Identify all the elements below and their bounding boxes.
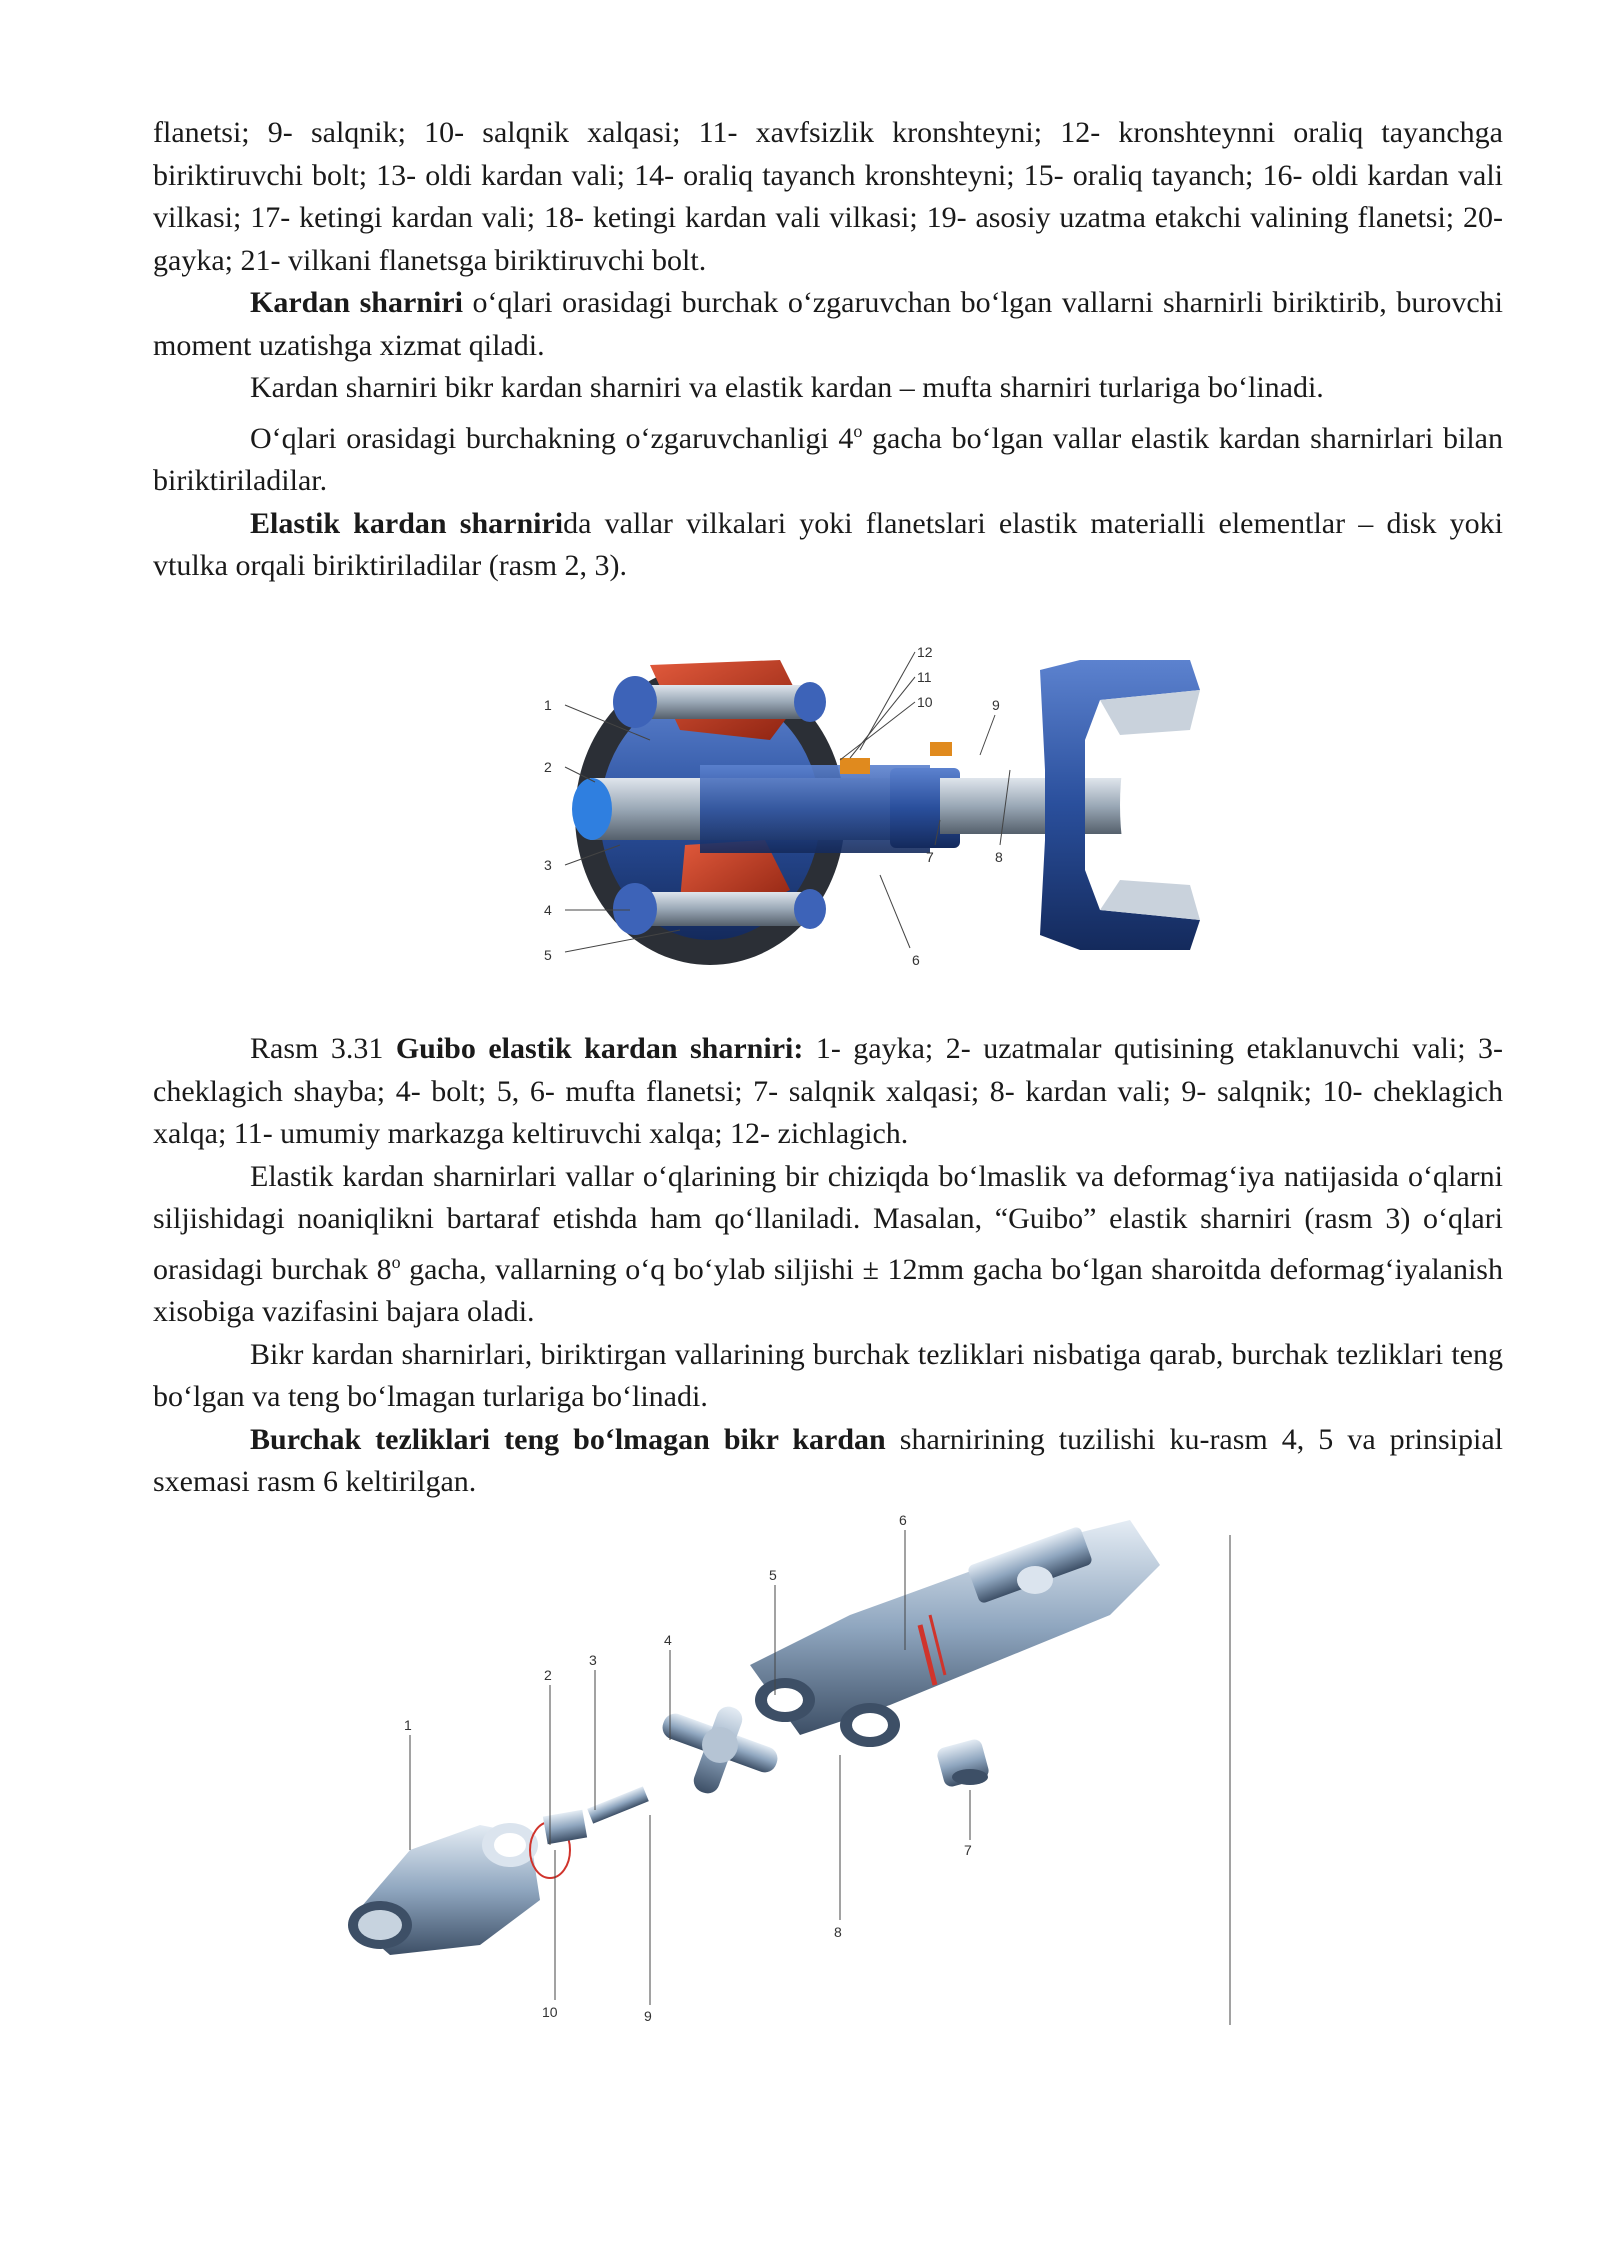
caption-number: Rasm 3.31 bbox=[250, 1032, 396, 1065]
label-2: 2 bbox=[544, 1667, 552, 1683]
paragraph-guibo bbox=[153, 1156, 1503, 1334]
degree-sup: o bbox=[391, 1251, 401, 1272]
label-1: 1 bbox=[404, 1717, 412, 1733]
label-6: 6 bbox=[912, 952, 920, 968]
paragraph-legend-continuation: flanetsi; 9- salqnik; 10- salqnik xalqasi; 11- xavfsizlik kronshteyni; 12- kronshteynni oraliq tayanchga biriktiruvchi bolt; 13- oldi kardan vali; 14- oraliq tayanch kronshteyni; 15- oraliq tayanch; 16- oldi kardan vali vilkasi; 17- ketingi kardan vali; 18- ketingi kardan vali vilkasi; 19- asosiy uzatma etakchi valining flanetsi; 20- gayka; 21- vilkani flanetsga biriktiruvchi bolt. bbox=[153, 116, 1503, 277]
figure-guibo-joint bbox=[540, 630, 1220, 975]
label-10: 10 bbox=[542, 2004, 558, 2020]
paragraph-text: o‘qlari orasidagi burchak o‘zgaruvchan bo‘lgan vallarni sharnirli biriktirib, burovchi moment uzatishga xizmat qiladi. bbox=[153, 286, 1503, 362]
top-text-block bbox=[153, 112, 1503, 588]
paragraph-bikr: Bikr kardan sharnirlari, biriktirgan vallarining burchak tezliklari nisbatiga qarab, burchak tezliklari teng bo‘lgan va teng bo‘lmagan turlariga bo‘linadi. bbox=[153, 1337, 1503, 1413]
paragraph-burchak bbox=[153, 410, 1503, 503]
term-kardan-sharniri: Kardan sharniri bbox=[250, 286, 463, 319]
paragraph-text: O‘qlari orasidagi burchakning o‘zgaruvchanligi 4 bbox=[250, 421, 854, 455]
label-5: 5 bbox=[544, 947, 552, 963]
label-8: 8 bbox=[834, 1924, 842, 1940]
label-6: 6 bbox=[899, 1512, 907, 1528]
paragraph-elastik bbox=[153, 503, 1503, 588]
middle-text-block bbox=[153, 1028, 1503, 1504]
figure2-labels bbox=[404, 1512, 972, 2024]
term-elastik-kardan: Elastik kardan sharniri bbox=[250, 506, 564, 540]
figure-caption bbox=[153, 1028, 1503, 1156]
label-4: 4 bbox=[544, 902, 552, 918]
term-burchak-tezliklari: Burchak tezliklari teng bo‘lmagan bikr kardan bbox=[250, 1422, 886, 1456]
label-5: 5 bbox=[769, 1567, 777, 1583]
paragraph-turlari: Kardan sharniri bikr kardan sharniri va elastik kardan – mufta sharniri turlariga bo‘linadi. bbox=[250, 371, 1324, 404]
label-12: 12 bbox=[917, 644, 933, 660]
caption-title: Guibo elastik kardan sharniri: bbox=[395, 1032, 804, 1065]
caption-legend: 1- gayka; 2- uzatmalar qutisining etaklanuvchi vali; 3- cheklagich shayba; 4- bolt; 5, 6- mufta flanetsi; 7- salqnik xalqasi; 8- kardan vali; 9- salqnik; 10- cheklagich xalqa; 11- umumiy markazga keltiruvchi xalqa; 12- zichlagich. bbox=[153, 1032, 1504, 1150]
label-11: 11 bbox=[917, 669, 932, 685]
universal-joint-drawing bbox=[348, 1520, 1160, 1955]
paragraph-text: gacha, vallarning o‘q bo‘ylab siljishi ± 12mm gacha bo‘lgan sharoitda deformag‘iyalanish xisobiga vazifasini bajara oladi. bbox=[153, 1252, 1503, 1328]
paragraph-text: sharnirining tuzilishi ku-rasm 4, 5 va prinsipial sxemasi rasm 6 keltirilgan. bbox=[153, 1422, 1503, 1498]
label-9: 9 bbox=[992, 697, 1000, 713]
figure-universal-joint bbox=[330, 1505, 1330, 2025]
label-4: 4 bbox=[664, 1632, 672, 1648]
paragraph-burchak-tezliklari bbox=[153, 1419, 1503, 1504]
paragraph-text: da vallar vilkalari yoki flanetslari elastik materialli elementlar – disk yoki vtulka orqali biriktiriladilar (rasm 2, 3). bbox=[153, 506, 1503, 582]
label-7: 7 bbox=[926, 849, 934, 865]
paragraph-kardan-sharniri bbox=[153, 282, 1503, 367]
guibo-joint-drawing bbox=[572, 660, 1200, 965]
paragraph-text: Elastik kardan sharnirlari vallar o‘qlarining bir chiziqda bo‘lmaslik va deformag‘iya natijasida o‘qlarni siljishidagi noaniqlikni bartaraf etishda ham qo‘llaniladi. Masalan, “Guibo” elastik sharniri (rasm 3) o‘qlari orasidagi burchak 8 bbox=[153, 1159, 1503, 1286]
label-3: 3 bbox=[589, 1652, 597, 1668]
degree-sup: o bbox=[853, 420, 863, 441]
label-7: 7 bbox=[964, 1842, 972, 1858]
paragraph-text: gacha bo‘lgan vallar elastik kardan sharnirlari bilan biriktiriladilar. bbox=[153, 421, 1503, 497]
label-10: 10 bbox=[917, 694, 933, 710]
label-1: 1 bbox=[544, 697, 552, 713]
label-8: 8 bbox=[995, 849, 1003, 865]
label-3: 3 bbox=[544, 857, 552, 873]
label-9: 9 bbox=[644, 2008, 652, 2024]
label-2: 2 bbox=[544, 759, 552, 775]
